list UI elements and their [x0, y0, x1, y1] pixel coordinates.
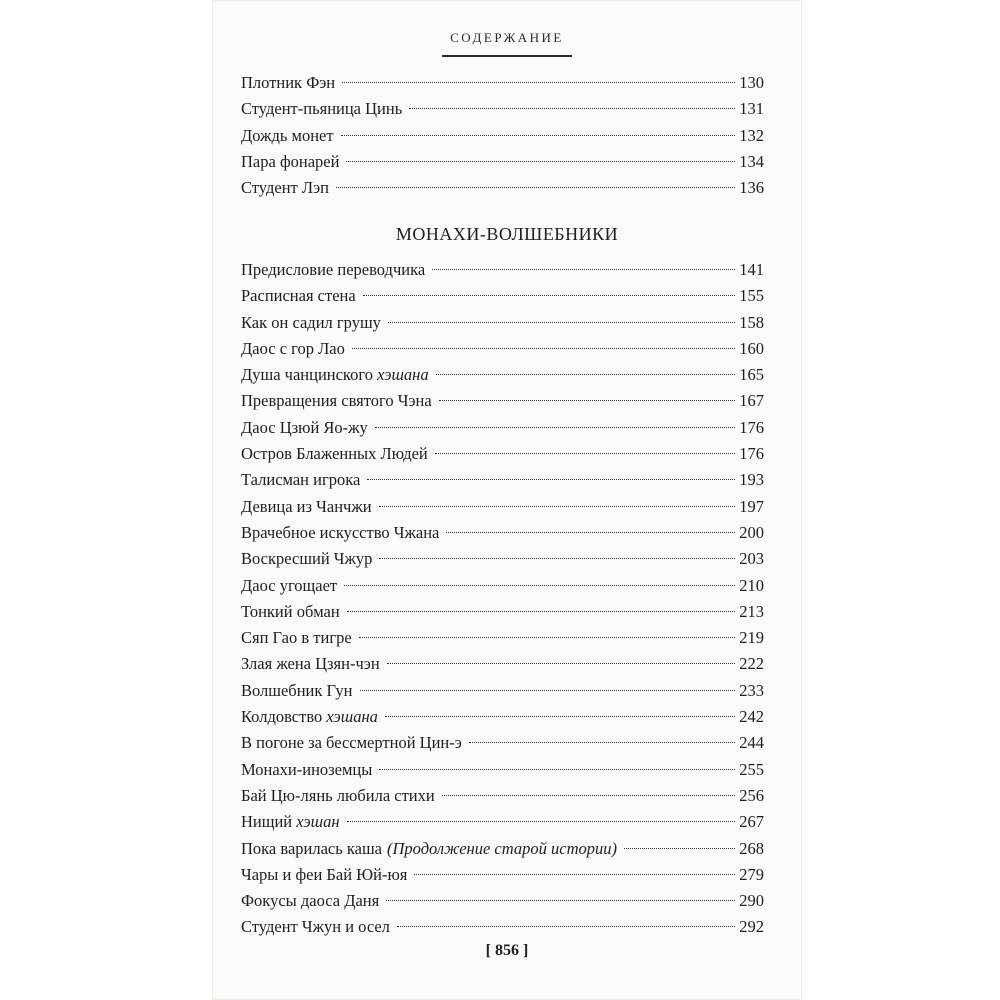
toc-entry-title: Душа чанцинского хэшана — [241, 365, 429, 385]
toc-entry — [241, 96, 764, 122]
toc-leader-dots — [360, 690, 736, 691]
toc-leader-dots — [347, 611, 736, 612]
toc-entry-title: Бай Цю-лянь любила стихи — [241, 785, 435, 805]
toc-entry — [241, 336, 764, 362]
toc-entry-page: 210 — [739, 575, 764, 595]
header-rule — [442, 55, 572, 57]
toc-entry — [241, 175, 764, 201]
toc-leader-dots — [363, 295, 736, 296]
toc-list-top — [241, 70, 764, 201]
toc-leader-dots — [379, 769, 735, 770]
toc-entry-title: Студент-пьяница Цинь — [241, 99, 403, 119]
toc-entry-page: 193 — [739, 470, 764, 490]
toc-entry — [241, 70, 764, 96]
toc-list-section — [241, 257, 764, 941]
toc-entry-title: Плотник Фэн — [241, 73, 336, 92]
toc-entry-title: Предисловие переводчика — [241, 260, 426, 279]
toc-entry-title: Остров Блаженных Людей — [241, 444, 428, 464]
toc-entry-page: 219 — [739, 628, 764, 648]
toc-leader-dots — [379, 558, 735, 559]
toc-entry — [241, 362, 764, 388]
toc-entry-title: Расписная стена — [241, 286, 356, 306]
toc-entry — [241, 599, 764, 625]
toc-entry — [241, 704, 764, 730]
toc-entry-title: Даос Цзюй Яо-жу — [241, 417, 368, 437]
toc-entry — [241, 283, 764, 309]
toc-entry-page: 203 — [739, 549, 764, 569]
toc-entry — [241, 123, 764, 149]
toc-entry-title: Девица из Чанчжи — [241, 496, 372, 516]
toc-entry-page: 256 — [739, 785, 764, 805]
toc-leader-dots — [439, 400, 736, 401]
toc-entry-page: 132 — [739, 125, 764, 145]
toc-leader-dots — [347, 821, 736, 822]
toc-leader-dots — [341, 135, 736, 136]
toc-leader-dots — [386, 900, 735, 901]
toc-entry-italic-word: хэшана — [377, 365, 429, 385]
toc-entry-title: Тонкий обман — [241, 601, 340, 621]
toc-entry-title: Пара фонарей — [241, 151, 340, 171]
toc-entry-page: 165 — [739, 365, 764, 385]
toc-leader-dots — [359, 637, 736, 638]
book-page — [212, 0, 802, 1000]
toc-leader-dots — [409, 108, 735, 109]
toc-entry-page: 255 — [739, 759, 764, 779]
toc-entry-page: 244 — [739, 733, 764, 753]
toc-entry — [241, 310, 764, 336]
toc-leader-dots — [336, 187, 735, 188]
page-number: [ 856 ] — [485, 942, 529, 959]
toc-entry — [241, 149, 764, 175]
toc-leader-dots — [435, 453, 736, 454]
toc-entry-page: 279 — [739, 864, 764, 884]
toc-leader-dots — [385, 716, 735, 717]
toc-entry — [241, 862, 764, 888]
toc-entry-title: Злая жена Цзян-чэн — [241, 654, 380, 674]
toc-leader-dots — [388, 322, 735, 323]
toc-entry — [241, 573, 764, 599]
toc-entry-page: 155 — [739, 286, 764, 306]
toc-entry-title: Студент Чжун и осел — [241, 917, 390, 937]
toc-entry-title: Волшебник Гун — [241, 680, 353, 700]
toc-entry-page: 268 — [739, 838, 764, 858]
toc-entry-title: Талисман игрока — [241, 470, 361, 490]
toc-entry-subtitle: (Продолжение старой истории) — [387, 838, 617, 858]
toc-leader-dots — [375, 427, 735, 428]
toc-entry-page: 158 — [739, 312, 764, 332]
toc-leader-dots — [436, 374, 736, 375]
toc-entry-title: Монахи-иноземцы — [241, 759, 373, 779]
toc-leader-dots — [352, 348, 735, 349]
toc-leader-dots — [414, 874, 735, 875]
toc-entry — [241, 520, 764, 546]
toc-entry — [241, 888, 764, 914]
toc-entry — [241, 546, 764, 572]
toc-entry-page: 200 — [739, 522, 764, 542]
toc-entry — [241, 730, 764, 756]
toc-entry — [241, 467, 764, 493]
toc-entry-title: Как он садил грушу — [241, 312, 381, 332]
toc-leader-dots — [379, 506, 736, 507]
toc-entry-page: 267 — [739, 812, 764, 832]
toc-entry — [241, 914, 764, 940]
toc-entry — [241, 678, 764, 704]
toc-leader-dots — [624, 848, 735, 849]
section-title: МОНАХИ-ВОЛШЕБНИКИ — [395, 224, 619, 244]
toc-entry-italic-word: хэшана — [326, 707, 378, 727]
toc-entry — [241, 651, 764, 677]
toc-entry-title: Студент Лэп — [241, 178, 329, 198]
toc-entry — [241, 757, 764, 783]
toc-leader-dots — [346, 161, 735, 162]
toc-entry-page: 290 — [739, 891, 764, 911]
toc-entry-page: 167 — [739, 391, 764, 411]
toc-entry-title: Врачебное искусство Чжана — [241, 522, 440, 542]
toc-leader-dots — [367, 479, 735, 480]
toc-entry-page: 176 — [739, 444, 764, 464]
toc-entry-page: 136 — [739, 178, 764, 198]
toc-entry-page: 222 — [739, 654, 764, 674]
toc-entry — [241, 783, 764, 809]
toc-entry-title: Воскресший Чжур — [241, 549, 373, 569]
toc-entry-italic-word: хэшан — [296, 812, 340, 832]
toc-entry-title: Превращения святого Чэна — [241, 391, 432, 411]
toc-leader-dots — [469, 742, 735, 743]
toc-entry-title: Пока варилась каша (Продолжение старой истории) — [241, 838, 617, 858]
toc-entry — [241, 388, 764, 414]
toc-leader-dots — [387, 663, 736, 664]
toc-entry-page: 131 — [739, 99, 764, 119]
toc-entry — [241, 441, 764, 467]
toc-leader-dots — [446, 532, 735, 533]
toc-entry-page: 292 — [739, 917, 764, 937]
running-head: СОДЕРЖАНИЕ — [450, 30, 564, 45]
toc-entry — [241, 415, 764, 441]
toc-entry — [241, 809, 764, 835]
toc-leader-dots — [342, 82, 735, 83]
toc-entry-page: 130 — [739, 73, 764, 92]
toc-entry-page: 233 — [739, 680, 764, 700]
toc-entry-title: Сяп Гао в тигре — [241, 628, 352, 648]
toc-entry-title: Нищий хэшан — [241, 812, 340, 832]
toc-leader-dots — [432, 269, 735, 270]
toc-leader-dots — [397, 926, 735, 927]
toc-entry — [241, 625, 764, 651]
toc-entry — [241, 836, 764, 862]
toc-entry-page: 160 — [739, 338, 764, 358]
toc-entry-title: Фокусы даоса Даня — [241, 891, 380, 911]
toc-entry-title: Колдовство хэшана — [241, 707, 378, 727]
toc-leader-dots — [442, 795, 736, 796]
toc-entry-page: 134 — [739, 151, 764, 171]
toc-entry-page: 213 — [739, 601, 764, 621]
toc-entry-title: Дождь монет — [241, 125, 334, 145]
toc-entry-page: 197 — [739, 496, 764, 516]
toc-entry-page: 176 — [739, 417, 764, 437]
toc-entry — [241, 494, 764, 520]
toc-leader-dots — [344, 585, 735, 586]
toc-entry-page: 141 — [739, 260, 764, 279]
toc-entry-title: В погоне за бессмертной Цин-э — [241, 733, 462, 753]
toc-entry-title: Даос с гор Лао — [241, 338, 345, 358]
toc-entry — [241, 257, 764, 283]
toc-entry-page: 242 — [739, 707, 764, 727]
toc-entry-title: Чары и феи Бай Юй-юя — [241, 864, 408, 884]
toc-entry-title: Даос угощает — [241, 575, 338, 595]
